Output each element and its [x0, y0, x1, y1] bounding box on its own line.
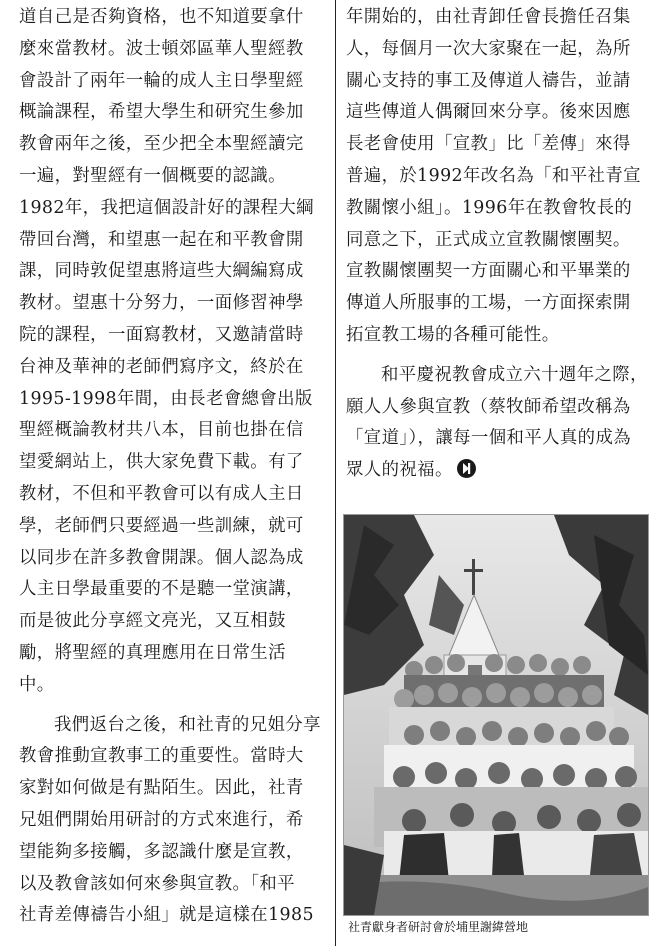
text-line: 兄姐們開始用研討的方式來進行，希	[19, 809, 304, 830]
text-line: 這些傳道人偶爾回來分享。後來因應	[346, 102, 631, 123]
text-line: 年開始的，由社青卸任會長擔任召集	[346, 7, 631, 27]
text-line: 長老會使用「宣教」比「差傳」來得	[346, 134, 631, 155]
text-line: 課，同時敦促望惠將這些大綱編寫成	[19, 261, 304, 282]
text-line: 關心支持的事工及傳道人禱告，並請	[346, 70, 631, 91]
text-line: 麼來當教材。波士頓郊區華人聖經教	[19, 38, 304, 59]
text-line: 人主日學最重要的不是聽一堂演講，	[19, 579, 304, 600]
text-line: 教會推動宣教事工的重要性。當時大	[19, 746, 304, 767]
text-line: 社青差傳禱告小組」就是這樣在1985	[19, 905, 314, 926]
text-span: 眾人的祝福。	[346, 460, 453, 481]
text-line: 以同步在許多教會開課。個人認為成	[19, 547, 304, 568]
text-line: 學，老師們只要經過一些訓練，就可	[19, 515, 304, 536]
text-line: 普遍，於1992年改名為「和平社青宣	[346, 165, 641, 186]
text-line: 以及教會該如何來參與宣教。「和平	[19, 873, 295, 894]
paragraph-3	[342, 2, 659, 352]
text-line: 1995-1998年間，由長老會總會出版	[19, 388, 313, 409]
text-line: 人，每個月一次大家聚在一起，為所	[346, 38, 631, 59]
text-line: 宣教關懷團契一方面關心和平畢業的	[346, 261, 631, 282]
text-line: 教會兩年之後，至少把全本聖經讀完	[19, 134, 304, 155]
right-column	[342, 2, 659, 487]
text-line: 同意之下，正式成立宣教關懷團契。	[346, 229, 631, 250]
group-photo	[343, 514, 649, 916]
text-line: 教關懷小組」。1996年在教會牧長的	[346, 197, 633, 218]
text-line: 道自己是否夠資格，也不知道要拿什	[19, 7, 304, 27]
group-photo-illustration	[344, 515, 648, 915]
text-line: 中。	[19, 674, 55, 695]
paragraph-4	[342, 360, 659, 487]
text-line-last	[342, 455, 659, 487]
left-column	[0, 2, 331, 932]
text-line: 願人人參與宣教（蔡牧師希望改稱為	[346, 396, 631, 417]
text-line: 拓宣教工場的各種可能性。	[346, 324, 560, 345]
text-line: 勵，將聖經的真理應用在日常生活	[19, 642, 286, 663]
text-line: 1982年，我把這個設計好的課程大綱	[19, 197, 314, 218]
text-line: 教材，不但和平教會可以有成人主日	[19, 483, 304, 504]
text-line: 家對如何做是有點陌生。因此，社青	[19, 778, 304, 799]
text-line: 聖經概論教材共八本，目前也掛在信	[19, 420, 304, 441]
text-line: 一遍，對聖經有一個概要的認識。	[19, 165, 286, 186]
text-line: 和平慶祝教會成立六十週年之際，	[381, 364, 648, 385]
text-line: 望愛網站上，供大家免費下載。有了	[19, 452, 304, 473]
text-line: 傳道人所服事的工場，一方面探索開	[346, 293, 631, 314]
article-end-icon	[457, 459, 476, 478]
paragraph-1	[0, 2, 331, 702]
text-line: 「宣道」），讓每一個和平人真的成為	[346, 428, 632, 449]
text-line: 台神及華神的老師們寫序文，終於在	[19, 356, 304, 377]
photo-caption: 社青獻身者研討會於埔里謝緯營地	[348, 920, 529, 934]
text-line: 帶回台灣，和望惠一起在和平教會開	[19, 229, 304, 250]
text-line: 概論課程，希望大學生和研究生參加	[19, 102, 304, 123]
paragraph-2	[0, 710, 331, 933]
text-line: 而是彼此分享經文亮光，又互相鼓	[19, 611, 286, 632]
text-line: 會設計了兩年一輪的成人主日學聖經	[19, 70, 304, 91]
text-line: 教材。望惠十分努力，一面修習神學	[19, 293, 304, 314]
text-line: 我們返台之後，和社青的兄姐分享	[54, 714, 321, 735]
text-line: 望能夠多接觸，多認識什麼是宣教，	[19, 841, 304, 862]
text-line: 院的課程，一面寫教材，又邀請當時	[19, 324, 304, 345]
column-divider	[335, 0, 336, 946]
